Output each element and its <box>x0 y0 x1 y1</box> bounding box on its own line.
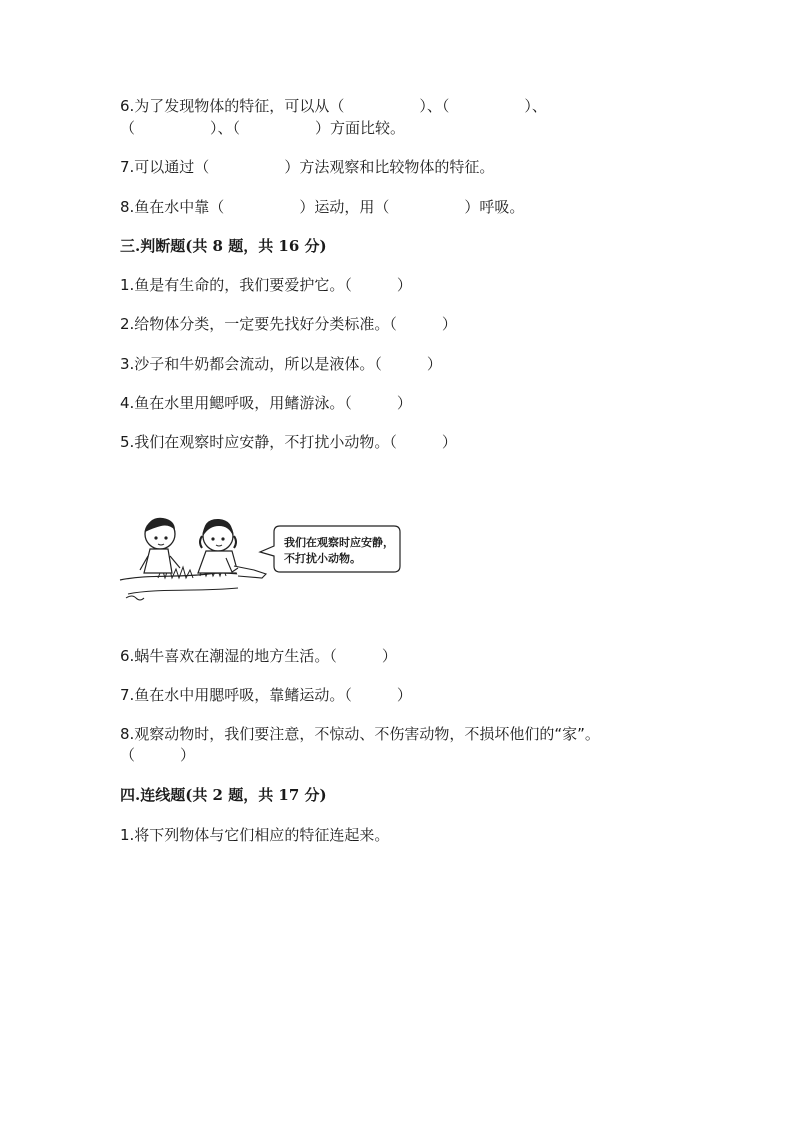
section3-heading: 三.判断题(共 8 题，共 16 分) <box>120 237 327 255</box>
judge-q4: 4.鱼在水里用鳃呼吸，用鳍游泳。（ ） <box>120 394 412 412</box>
judge-q5: 5.我们在观察时应安静，不打扰小动物。（ ） <box>120 433 457 451</box>
judge-q2: 2.给物体分类，一定要先找好分类标准。（ ） <box>120 315 457 333</box>
section4-heading: 四.连线题(共 2 题，共 17 分) <box>120 786 327 804</box>
q6-line1: 6.为了发现物体的特征，可以从（ ）、（ ）、 <box>120 97 547 115</box>
bubble-line2: 不打扰小动物。 <box>284 552 361 565</box>
observation-illustration <box>118 508 402 604</box>
q6-line2: （ ）、（ ）方面比较。 <box>120 119 406 137</box>
match-q1: 1.将下列物体与它们相应的特征连起来。 <box>120 826 390 844</box>
q7: 7.可以通过（ ）方法观察和比较物体的特征。 <box>120 158 495 176</box>
bubble-line1: 我们在观察时应安静， <box>284 536 394 549</box>
judge-q7: 7.鱼在水中用腮呼吸，靠鳍运动。（ ） <box>120 686 412 704</box>
judge-q8-line1: 8.观察动物时，我们要注意，不惊动、不伤害动物，不损坏他们的“家”。 <box>120 725 600 743</box>
judge-q6: 6.蜗牛喜欢在潮湿的地方生活。（ ） <box>120 647 397 665</box>
judge-q3: 3.沙子和牛奶都会流动，所以是液体。（ ） <box>120 355 442 373</box>
judge-q1: 1.鱼是有生命的，我们要爱护它。（ ） <box>120 276 412 294</box>
q8: 8.鱼在水中靠（ ）运动，用（ ）呼吸。 <box>120 198 525 216</box>
judge-q8-line2: （ ） <box>120 746 196 764</box>
